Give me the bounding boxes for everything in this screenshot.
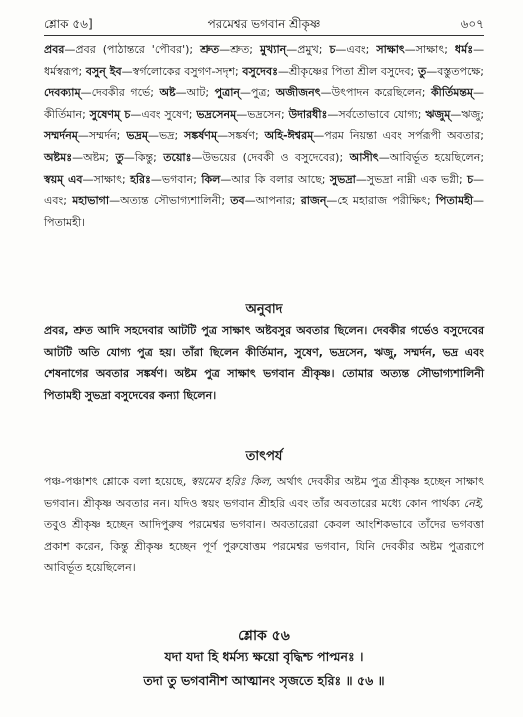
synonym-word: তু [417, 64, 427, 78]
synonym-meaning: অষ্টম [83, 150, 106, 164]
synonym-meaning: কীর্তিমান [44, 107, 83, 121]
synonym-meaning: আট [186, 86, 206, 100]
verse-line-1: যদা যদা হি ধর্মস্য ক্ষয়ো বৃদ্ধিশ্চ পাপ্মনঃ । [164, 649, 364, 664]
synonym-word: সঙ্কর্ষণম্ [184, 129, 218, 143]
synonym-meaning: ভদ্রসেন [247, 107, 281, 121]
synonym-meaning: প্রমুখ [297, 43, 319, 56]
synonym-word: স্বয়ম্ এব [44, 172, 83, 186]
synonym-word: হরিঃ [130, 172, 151, 186]
synonym-word: পুত্রান্ [214, 86, 240, 100]
synonym-meaning: কিন্তু [134, 150, 154, 164]
purport-text: পঞ্চ-পঞ্চাশৎ শ্লোকে বলা হয়েছে, [44, 475, 191, 488]
synonym-word: ঋজুম্ [425, 107, 451, 121]
synonym-word: তয়োঃ [163, 150, 192, 164]
synonym-word: তু [115, 150, 124, 164]
verse-heading: শ্লোক ৫৬ [238, 628, 290, 644]
synonym-meaning: ভদ্র [158, 129, 175, 143]
synonym-meaning: সঙ্কর্ষণ [228, 129, 255, 143]
synonym-meaning: প্রবর (পাঠান্তরে 'পৌবর') [75, 43, 190, 56]
page-header [44, 10, 484, 36]
purport-quote: স্বয়মেব হরিঃ কিল, [190, 475, 273, 488]
synonym-meaning: এবং [44, 194, 64, 208]
synonym-word: সুষেণম্ চ [89, 107, 131, 121]
synonym-meaning: উভয়ের (দেবকী ও বসুদেবের) [202, 150, 340, 164]
synonym-word: ভদ্রসেনম্ [196, 107, 237, 121]
synonym-word: রাজন্ [300, 194, 327, 208]
synonym-word: অজীজনৎ [275, 86, 321, 100]
synonym-meaning: হে মহারাজ পরীক্ষিৎ [337, 194, 427, 208]
translation-heading: অনুবাদ [245, 302, 283, 317]
synonym-word: বসুন্ ইব [85, 64, 122, 78]
verse-reference: শ্লোক ৫৬] [44, 17, 93, 31]
synonym-meaning: আপনার [255, 194, 292, 208]
synonym-meaning: ধর্মস্বরূপ [44, 64, 79, 78]
synonym-word: শ্রুত [200, 43, 220, 56]
verse-line-2: তদা তু ভগবানীশ আত্মানং সৃজতে হরিঃ ॥ ৫৬ ॥ [143, 673, 385, 688]
synonym-meaning: আবির্ভূত হয়েছিলেন [389, 150, 481, 164]
purport-heading: তাৎপর্য [245, 449, 283, 464]
book-page [44, 0, 484, 717]
synonym-word: চ [329, 43, 336, 56]
synonym-word: পিতামহী [435, 194, 473, 208]
purport-emphasis: নেই, [463, 496, 484, 510]
synonym-word: চ [467, 172, 474, 186]
synonym-meaning: সুভদ্রা নাম্নী এক ভগ্নী [366, 172, 459, 186]
synonym-word: সম্মর্দনম্ [44, 129, 78, 143]
synonym-word: মহাভাগা [72, 194, 110, 208]
synonym-meaning: বস্তুতপক্ষে [437, 64, 481, 78]
synonym-word: সুভদ্রা [329, 172, 356, 186]
synonym-word: মুখ্যান্ [259, 43, 287, 56]
purport-paragraph [44, 471, 484, 579]
synonym-word: দেবক্যাম্ [44, 86, 81, 100]
synonym-word: ভদ্রম্ [126, 129, 148, 143]
synonym-word: অহি-ঈশ্বরম্ [264, 129, 314, 143]
page-number: ৬০৭ [460, 17, 484, 31]
synonym-word: প্রবর [44, 43, 65, 56]
synonym-meaning: শ্রুত [230, 43, 250, 56]
synonym-word: অষ্ট [159, 86, 176, 100]
header-divider [44, 35, 484, 36]
synonym-meaning: পিতামহী। [44, 215, 86, 229]
chapter-title: পরমেশ্বর ভগবান শ্রীকৃষ্ণ [207, 17, 321, 31]
synonym-meaning: অত্যন্ত সৌভাগ্যশালিনী [120, 194, 222, 208]
synonym-meaning: সাক্ষাৎ [93, 172, 122, 186]
synonym-meaning: ভগবান [161, 172, 194, 186]
synonym-meaning: আর কি বলার আছে [231, 172, 322, 186]
synonym-meaning: সাক্ষাৎ [415, 43, 445, 56]
translation-paragraph: প্রবর, শ্রুত আদি সহদেবার আটটি পুত্র সাক্ষাৎ অষ্টবসুর অবতার ছিলেন। দেবকীর গর্ভেও বসুদেবের আটটি অতি যোগ্য পুত্র হয়। তাঁরা ছিলেন কীর্তিমান, সুষেণ, ভদ্রসেন, ঋজু, সম্মর্দন, ভদ্র এবং শেষনাগের অবতার সঙ্কর্ষণ। অষ্টম পুত্র সাক্ষাৎ ভগবান শ্রীকৃষ্ণ। তোমার অত্যন্ত সৌভাগ্যশালিনী পিতামহী সুভদ্রা বসুদেবের কন্যা ছিলেন। [44, 324, 484, 402]
synonym-word: সাক্ষাৎ [376, 43, 405, 56]
synonym-word: বসুদেবঃ [242, 64, 278, 78]
synonym-word: ধর্মঃ [454, 43, 474, 56]
synonym-meaning: স্বর্গলোকের বসুগণ-সদৃশ [132, 64, 235, 78]
synonym-word: উদারধীঃ [288, 107, 328, 121]
synonym-word: আসীৎ [349, 150, 379, 164]
synonym-meaning: এবং সুষেণ [141, 107, 189, 121]
purport-text: অর্থাৎ দেবকীর অষ্টম পুত্র শ্রীকৃষ্ণ হচ্ছেন সাক্ষাৎ ভগবান। শ্রীকৃষ্ণ অবতার নন। যদিও স্বয়ং ভগবান শ্রীহরি এবং তাঁর অবতারের মধ্যে কোন পার্থক্য [44, 475, 484, 510]
purport-text: তবুও শ্রীকৃষ্ণ হচ্ছেন আদিপুরুষ পরমেশ্বর ভগবান। অবতারেরা কেবল আংশিকভাবে তাঁদের ভগবত্তা প্রকাশ করেন, কিন্তু শ্রীকৃষ্ণ হচ্ছেন পূর্ণ পুরুষোত্তম পরমেশ্বর ভগবান, যিনি দেবকীর অষ্টম পুত্ররূপে আবির্ভূত হয়েছিলেন। [44, 518, 484, 575]
synonym-meaning: শ্রীকৃষ্ণের পিতা শ্রীল বসুদেব [288, 64, 411, 78]
synonym-meaning: দেবকীর গর্ভে [91, 86, 151, 100]
synonym-word: অষ্টমঃ [44, 150, 73, 164]
synonym-meaning: ঋজু [461, 107, 481, 121]
synonym-meaning: পুত্র [250, 86, 267, 100]
synonym-word: কীর্তিমন্তম্ [430, 86, 474, 100]
synonym-meaning: সম্মর্দন [88, 129, 117, 143]
synonym-word: তব [230, 194, 245, 208]
synonym-meaning: পরম নিয়ন্তা এবং সর্পরূপী অবতার [324, 129, 481, 143]
synonym-meaning: সর্বতোভাবে যোগ্য [338, 107, 418, 121]
synonym-word: কিল [201, 172, 221, 186]
synonyms-paragraph: প্রবর—প্রবর (পাঠান্তরে 'পৌবর'); শ্রুত—শ্রুত; মুখ্যান্—প্রমুখ; চ—এবং; সাক্ষাৎ—সাক্ষাৎ; ধর্মঃ—ধর্মস্বরূপ; বসুন্ ইব—স্বর্গলোকের বসুগণ-সদৃশ; বসুদেবঃ—শ্রীকৃষ্ণের পিতা শ্রীল বসুদেব; তু—বস্তুতপক্ষে; দেবক্যাম্—দেবকীর গর্ভে; অষ্ট—আট; পুত্রান্—পুত্র; অজীজনৎ—উৎপাদন করেছিলেন; কীর্তিমন্তম্—কীর্তিমান; সুষেণম্ চ—এবং সুষেণ; ভদ্রসেনম্—ভদ্রসেন; উদারধীঃ—সর্বতোভাবে যোগ্য; ঋজুম্—ঋজু; সম্মর্দনম্—সম্মর্দন; ভদ্রম্—ভদ্র; সঙ্কর্ষণম্—সঙ্কর্ষণ; অহি-ঈশ্বরম্—পরম নিয়ন্তা এবং সর্পরূপী অবতার; অষ্টমঃ—অষ্টম; তু—কিন্তু; তয়োঃ—উভয়ের (দেবকী ও বসুদেবের); আসীৎ—আবির্ভূত হয়েছিলেন; স্বয়ম্ এব—সাক্ষাৎ; হরিঃ—ভগবান; কিল—আর কি বলার আছে; সুভদ্রা—সুভদ্রা নাম্নী এক ভগ্নী; চ—এবং; মহাভাগা—অত্যন্ত সৌভাগ্যশালিনী; তব—আপনার; রাজন্—হে মহারাজ পরীক্ষিৎ; পিতামহী—পিতামহী। [44, 43, 485, 229]
synonym-meaning: এবং [346, 43, 366, 56]
synonym-meaning: উৎপাদন করেছিলেন [331, 86, 422, 100]
